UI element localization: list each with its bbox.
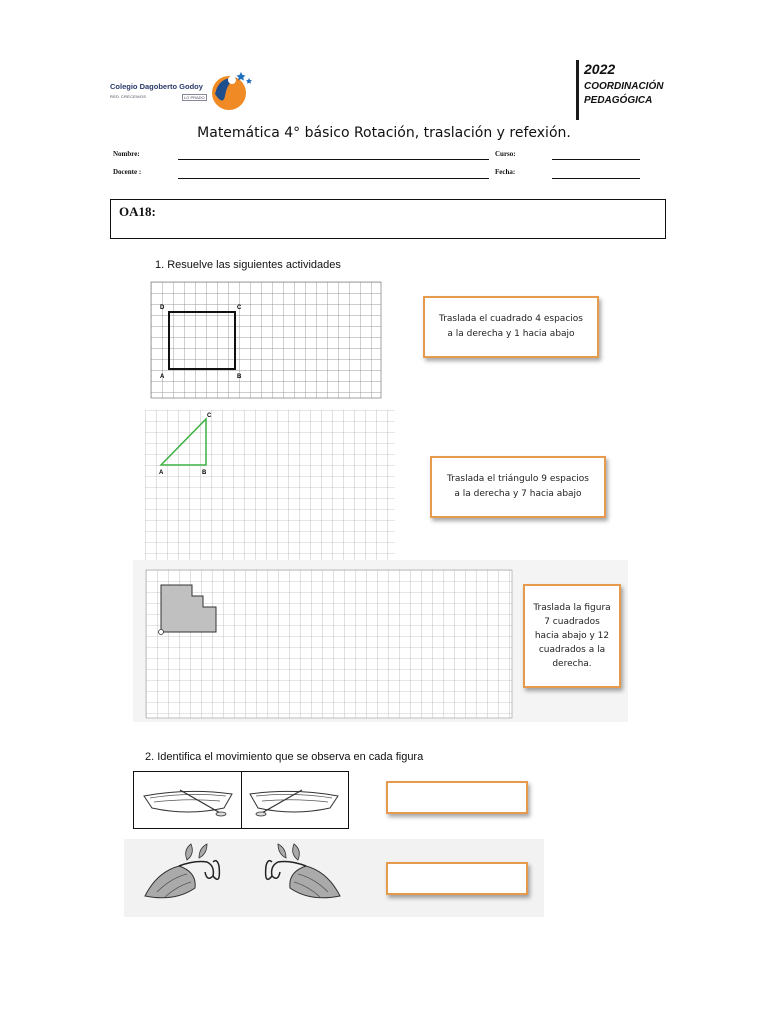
date-field[interactable] (552, 178, 640, 179)
school-name: Colegio Dagoberto Godoy (110, 82, 203, 91)
school-emblem-icon (205, 68, 255, 114)
objective-label: OA18: (119, 204, 156, 219)
boats-divider (241, 772, 242, 828)
answer-box-2[interactable] (386, 862, 528, 895)
name-label: Nombre: (113, 150, 140, 158)
section2-title: 2. Identifica el movimiento que se observa en cada figura (145, 751, 424, 763)
label-b: B (237, 374, 242, 380)
date-label: Fecha: (495, 168, 516, 176)
header-divider (576, 60, 579, 120)
page-title: Matemática 4° básico Rotación, traslación y refexión. (197, 125, 571, 141)
flower-left (145, 844, 219, 898)
flowers-figure-icon (135, 842, 350, 916)
section1-title: 1. Resuelve las siguientes actividades (155, 259, 341, 271)
tri-label-a: A (159, 470, 164, 476)
flower-right (266, 844, 340, 898)
teacher-label: Docente : (113, 168, 142, 176)
school-network: RED CRECEMOS (110, 94, 147, 99)
label-a: A (160, 374, 165, 380)
tri-label-c: C (207, 413, 212, 419)
activity3-instruction: Traslada la figura 7 cuadrados hacia abajo y 12 cuadrados a la derecha. (523, 584, 621, 688)
activity2-grid (143, 408, 397, 560)
answer-box-1[interactable] (386, 781, 528, 814)
figure-anchor-point (159, 630, 164, 635)
tri-label-b: B (202, 470, 207, 476)
activity1-instruction: Traslada el cuadrado 4 espacios a la derecha y 1 hacia abajo (423, 296, 599, 358)
course-field[interactable] (552, 159, 640, 160)
course-label: Curso: (495, 150, 516, 158)
boats-figure (133, 771, 349, 829)
activity1-grid (150, 281, 382, 399)
school-location: LO PRADO (184, 95, 205, 100)
header-department-line1: COORDINACIÓN (584, 81, 664, 92)
activity3-grid (145, 569, 513, 719)
header-department-line2: PEDAGÓGICA (584, 95, 653, 106)
boat-right-icon (246, 782, 342, 822)
school-logo (110, 68, 255, 114)
header-year: 2022 (584, 61, 616, 77)
teacher-field[interactable] (178, 178, 489, 179)
activity2-instruction: Traslada el triángulo 9 espacios a la derecha y 7 hacia abajo (430, 456, 606, 518)
label-d: D (160, 305, 165, 311)
name-field[interactable] (178, 159, 489, 160)
objective-box[interactable] (110, 199, 666, 239)
boat-left-icon (140, 782, 236, 822)
label-c: C (237, 305, 242, 311)
